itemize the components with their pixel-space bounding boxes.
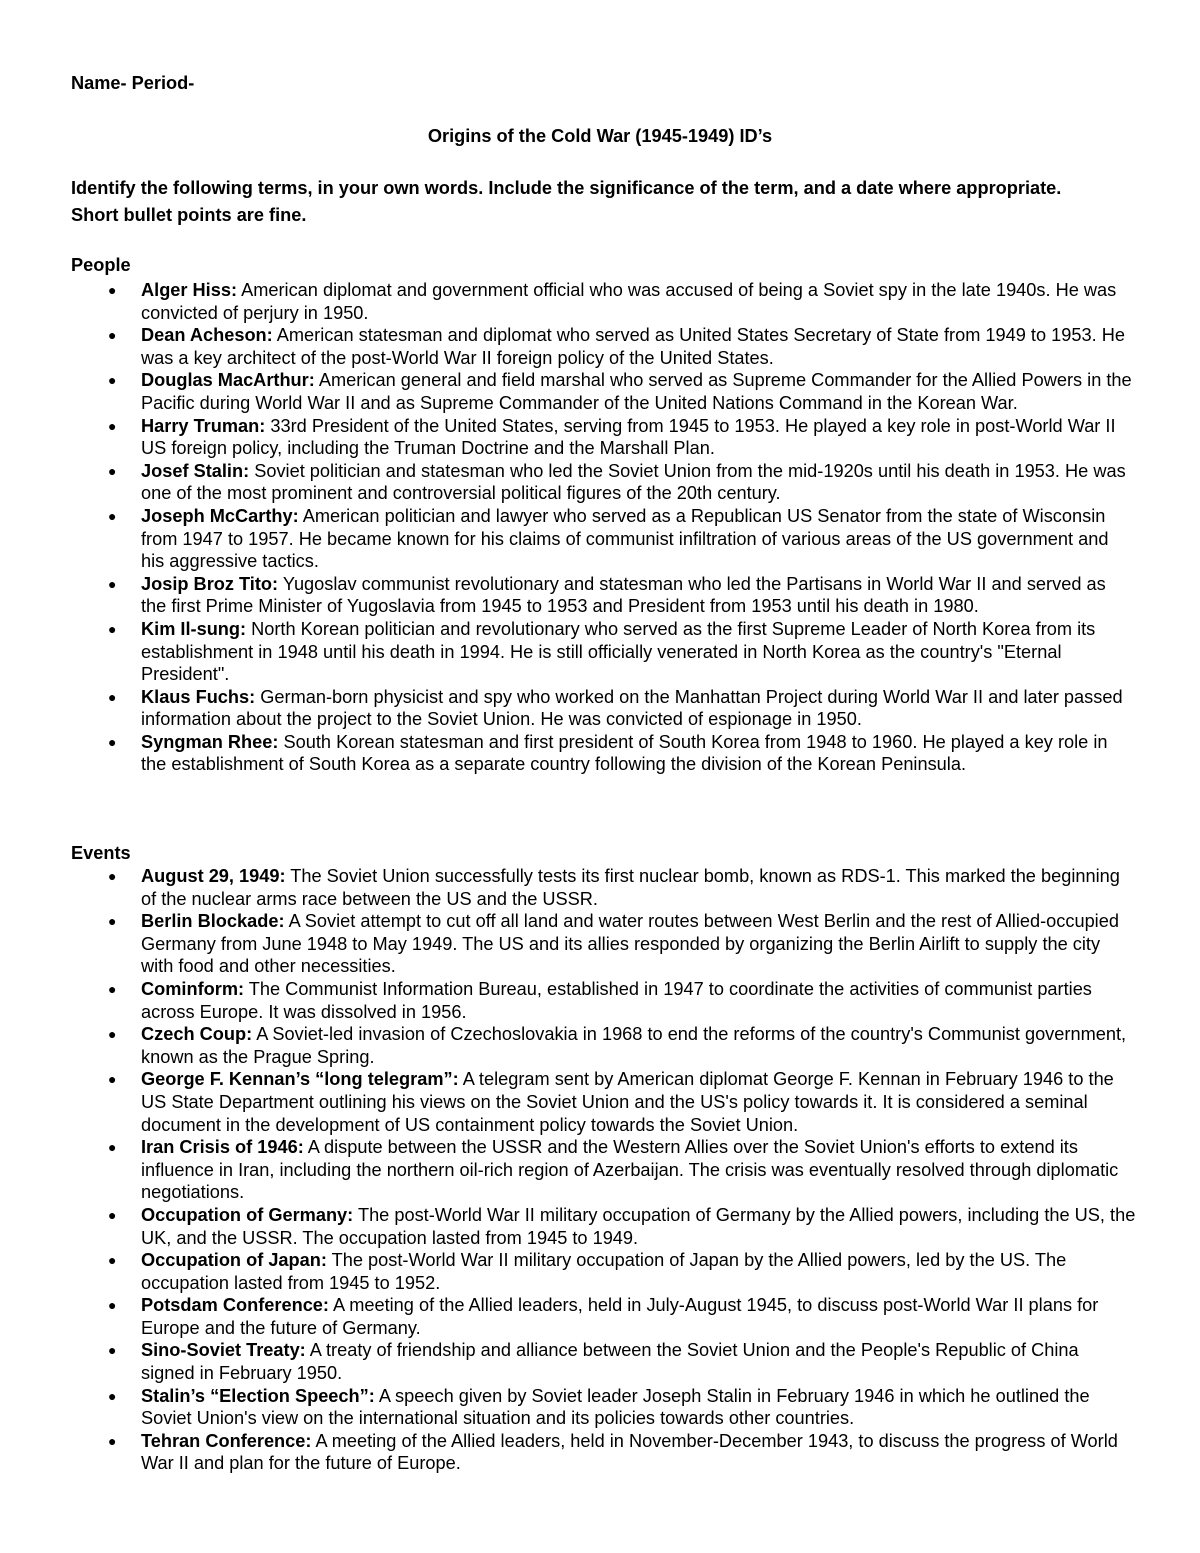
- term: Occupation of Japan:: [141, 1250, 327, 1271]
- list-item: [0, 1430, 1136, 1475]
- definition: American general and field marshal who served as Supreme Commander for the Allied Powers in the Pacific during World War II and as Supreme Commander of the United Nations Command in the Korean War.: [141, 370, 1132, 413]
- term: Dean Acheson:: [141, 325, 273, 346]
- definition: Yugoslav communist revolutionary and statesman who led the Partisans in World War II and served as the first Prime Minister of Yugoslavia from 1945 to 1953 and President from 1953 until his death in 1980.: [141, 573, 1106, 617]
- bullet-icon: ●: [108, 417, 117, 434]
- definition: A speech given by Soviet leader Joseph Stalin in February 1946 in which he outlined the Soviet Union's view on the international situation and its policies towards other countries.: [141, 1385, 1090, 1429]
- term: Occupation of Germany:: [141, 1204, 354, 1225]
- bullet-icon: ●: [108, 1342, 117, 1359]
- list-item: [0, 369, 1136, 414]
- term: Josip Broz Tito:: [141, 573, 279, 594]
- definition: A meeting of the Allied leaders, held in July-August 1945, to discuss post-World War II plans for Europe and the future of Germany.: [141, 1295, 1099, 1338]
- events-heading: Events: [71, 843, 131, 863]
- list-item: [0, 1136, 1136, 1204]
- term: Berlin Blockade:: [141, 911, 285, 932]
- list-item: [0, 1385, 1136, 1430]
- name-period-header: Name- Period-: [71, 73, 195, 93]
- term: Cominform:: [141, 978, 245, 999]
- bullet-icon: ●: [108, 620, 117, 637]
- definition: A telegram sent by American diplomat George F. Kennan in February 1946 to the US State Department outlining his views on the Soviet Union and the US's policy towards it. It is considered a seminal document in the development of US containment policy towards the Soviet Union.: [141, 1069, 1114, 1135]
- term: August 29, 1949:: [141, 866, 286, 886]
- list-item: [0, 1068, 1136, 1136]
- term: Czech Coup:: [141, 1024, 253, 1045]
- definition: The post-World War II military occupation of Germany by the Allied powers, including the US, the UK, and the USSR. The occupation lasted from 1945 to 1949.: [141, 1204, 1136, 1248]
- bullet-icon: ●: [108, 372, 117, 389]
- list-item: [0, 731, 1136, 776]
- term: Potsdam Conference:: [141, 1295, 329, 1316]
- bullet-icon: ●: [108, 1026, 117, 1043]
- definition: American diplomat and government official who was accused of being a Soviet spy in the late 1940s. He was convicted of perjury in 1950.: [141, 280, 1117, 323]
- definition: A treaty of friendship and alliance between the Soviet Union and the People's Republic of China signed in February 1950.: [141, 1340, 1079, 1384]
- list-item: [0, 1023, 1136, 1068]
- term: Harry Truman:: [141, 415, 266, 436]
- term: Iran Crisis of 1946:: [141, 1137, 304, 1158]
- definition: German-born physicist and spy who worked on the Manhattan Project during World War II and later passed information about the project to the Soviet Union. He was convicted of espionage in 1950.: [141, 686, 1123, 730]
- people-list: [0, 279, 1200, 776]
- term: Sino-Soviet Treaty:: [141, 1340, 306, 1361]
- list-item: [0, 1249, 1136, 1294]
- list-item: [0, 686, 1136, 731]
- term: Klaus Fuchs:: [141, 686, 256, 707]
- bullet-icon: ●: [108, 733, 117, 750]
- list-item: [0, 910, 1136, 978]
- definition: The Communist Information Bureau, established in 1947 to coordinate the activities of communist parties across Europe. It was dissolved in 1956.: [141, 978, 1092, 1022]
- bullet-icon: ●: [108, 1297, 117, 1314]
- instructions: Identify the following terms, in your own words. Include the significance of the term, and a date where appropriate. Short bullet points are fine.: [71, 178, 1062, 225]
- list-item: [0, 324, 1136, 369]
- term: Alger Hiss:: [141, 280, 238, 300]
- bullet-icon: ●: [108, 980, 117, 997]
- term: Tehran Conference:: [141, 1430, 312, 1451]
- definition: A meeting of the Allied leaders, held in November-December 1943, to discuss the progress of World War II and plan for the future of Europe.: [141, 1430, 1118, 1474]
- bullet-icon: ●: [108, 913, 117, 930]
- term: Douglas MacArthur:: [141, 370, 315, 391]
- bullet-icon: ●: [108, 1252, 117, 1269]
- definition: The post-World War II military occupation of Japan by the Allied powers, led by the US. The occupation lasted from 1945 to 1952.: [141, 1250, 1067, 1293]
- definition: American statesman and diplomat who served as United States Secretary of State from 1949 to 1953. He was a key architect of the post-World War II foreign policy of the United States.: [141, 325, 1125, 368]
- term: George F. Kennan’s “long telegram”:: [141, 1069, 459, 1090]
- definition: A dispute between the USSR and the Western Allies over the Soviet Union's efforts to extend its influence in Iran, including the northern oil-rich region of Azerbaijan. The crisis was eventually resolved through diplomatic negotiations.: [141, 1137, 1119, 1203]
- list-item: [0, 1339, 1136, 1384]
- definition: A Soviet-led invasion of Czechoslovakia in 1968 to end the reforms of the country's Communist government, known as the Prague Spring.: [141, 1024, 1127, 1067]
- list-item: [0, 1294, 1136, 1339]
- bullet-icon: ●: [108, 868, 117, 884]
- definition: 33rd President of the United States, serving from 1945 to 1953. He played a key role in post-World War II US foreign policy, including the Truman Doctrine and the Marshall Plan.: [141, 415, 1116, 459]
- list-item: [0, 279, 1136, 324]
- bullet-icon: ●: [108, 1432, 117, 1449]
- list-item: [0, 415, 1136, 460]
- term: Stalin’s “Election Speech”:: [141, 1385, 375, 1406]
- bullet-icon: ●: [108, 327, 117, 344]
- events-list: [0, 865, 1200, 1475]
- bullet-icon: ●: [108, 688, 117, 705]
- term: Josef Stalin:: [141, 460, 250, 481]
- definition: A Soviet attempt to cut off all land and water routes between West Berlin and the rest of Allied-occupied Germany from June 1948 to May 1949. The US and its allies responded by organizing the Berlin Airlift to supply the city with food and other necessities.: [141, 911, 1119, 977]
- definition: American politician and lawyer who served as a Republican US Senator from the state of Wisconsin from 1947 to 1957. He became known for his claims of communist infiltration of various areas of the US government and his aggressive tactics.: [141, 505, 1109, 572]
- list-item: [0, 573, 1136, 618]
- definition: Soviet politician and statesman who led the Soviet Union from the mid-1920s until his death in 1953. He was one of the most prominent and controversial political figures of the 20th century.: [141, 460, 1126, 504]
- term: Syngman Rhee:: [141, 731, 279, 752]
- bullet-icon: ●: [108, 1139, 117, 1156]
- bullet-icon: ●: [108, 575, 117, 592]
- list-item: [0, 978, 1136, 1023]
- people-heading: People: [71, 255, 131, 275]
- definition: North Korean politician and revolutionary who served as the first Supreme Leader of North Korea from its establishment in 1948 until his death in 1994. He is still officially venerated in North Korea as the country's "Eternal President".: [141, 618, 1096, 685]
- term: Kim Il-sung:: [141, 618, 247, 639]
- bullet-icon: ●: [108, 282, 117, 298]
- list-item: [0, 460, 1136, 505]
- bullet-icon: ●: [108, 462, 117, 479]
- bullet-icon: ●: [108, 1071, 117, 1088]
- list-item: [0, 865, 1136, 910]
- list-item: [0, 505, 1136, 573]
- definition: The Soviet Union successfully tests its first nuclear bomb, known as RDS-1. This marked the beginning of the nuclear arms race between the US and the USSR.: [141, 866, 1120, 909]
- term: Joseph McCarthy:: [141, 505, 299, 526]
- list-item: [0, 618, 1136, 686]
- bullet-icon: ●: [108, 1206, 117, 1223]
- list-item: [0, 1204, 1136, 1249]
- definition: South Korean statesman and first president of South Korea from 1948 to 1960. He played a key role in the establishment of South Korea as a separate country following the division of the Korean Peninsula.: [141, 731, 1108, 775]
- page-title: Origins of the Cold War (1945-1949) ID’s: [427, 126, 773, 146]
- bullet-icon: ●: [108, 1387, 117, 1404]
- bullet-icon: ●: [108, 507, 117, 524]
